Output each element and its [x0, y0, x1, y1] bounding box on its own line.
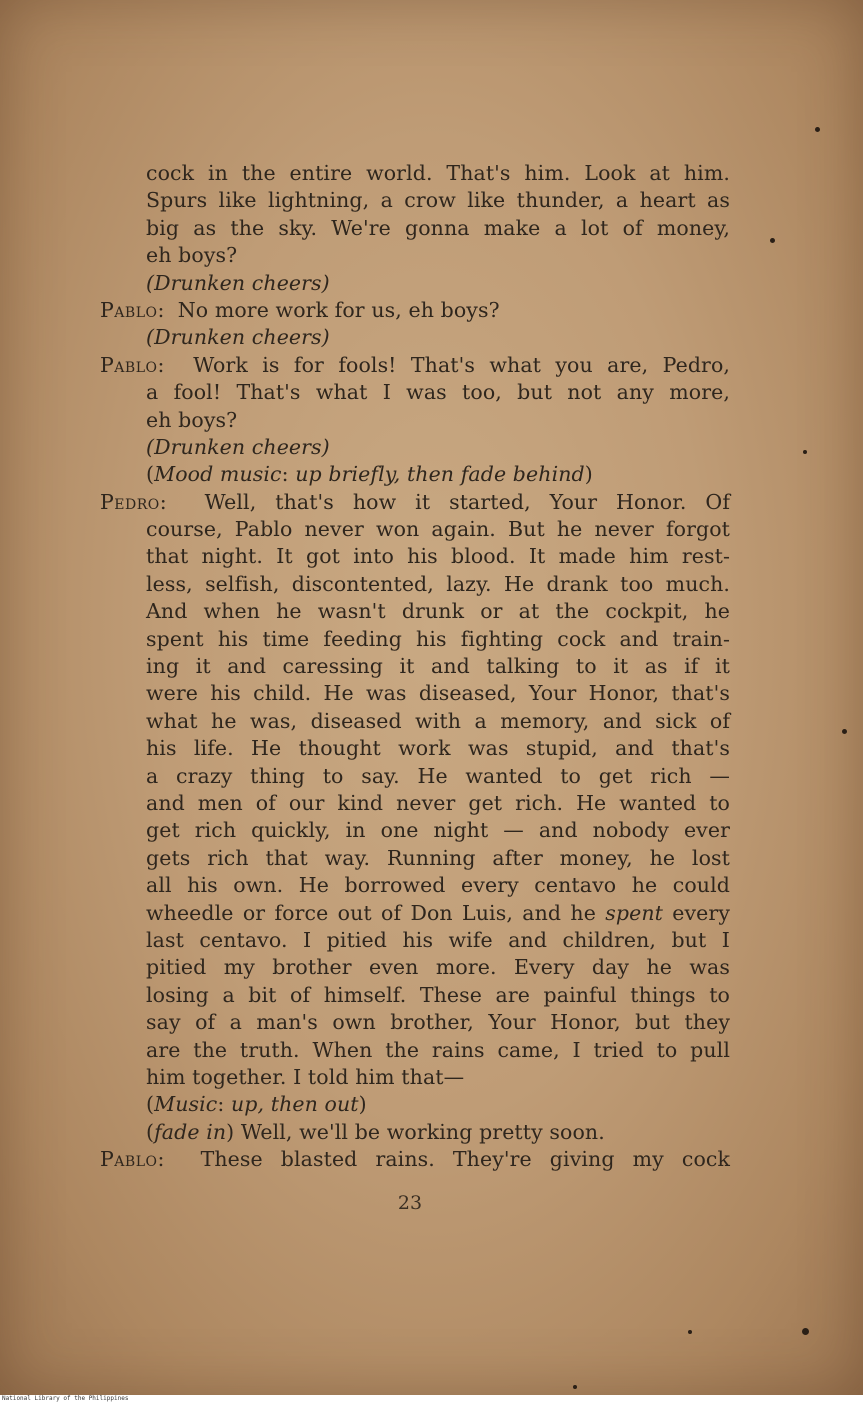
stage-direction: (Music: up, then out): [146, 1092, 367, 1117]
text-line: ing it and caressing it and talking to it as if it: [146, 654, 730, 679]
speaker-name: Pedro: [100, 489, 160, 514]
dialogue-line: Pablo: Work is for fools! That's what you are, Pedro,: [100, 352, 730, 377]
text-line: him together. I told him that—: [146, 1064, 465, 1089]
text-line: and men of our kind never get rich. He wanted to: [146, 790, 730, 815]
text-line: eh boys?: [146, 407, 238, 432]
text-line: wheedle or force out of Don Luis, and he spent every: [146, 900, 730, 925]
text-line: a crazy thing to say. He wanted to get rich —: [146, 763, 730, 788]
speaker-name: Pablo: [100, 1147, 158, 1172]
text-line: course, Pablo never won again. But he never forgot: [146, 517, 730, 542]
text-line: spent his time feeding his fighting cock and train-: [146, 626, 730, 651]
text-line: less, selfish, discontented, lazy. He drank too much.: [146, 571, 730, 596]
text-line: that night. It got into his blood. It made him rest-: [146, 544, 730, 569]
stage-direction: (Drunken cheers): [146, 434, 330, 459]
stage-direction: (Drunken cheers): [146, 270, 330, 295]
text-line: pitied my brother even more. Every day he was: [146, 955, 730, 980]
ink-speck: [688, 1330, 692, 1334]
text-line: were his child. He was diseased, Your Honor, that's: [146, 681, 730, 706]
dialogue-line: Pablo: No more work for us, eh boys?: [100, 297, 500, 322]
stage-direction: (Mood music: up briefly, then fade behind): [146, 462, 593, 487]
text-line: And when he wasn't drunk or at the cockpit, he: [146, 599, 730, 624]
text-line: get rich quickly, in one night — and nobody ever: [146, 818, 730, 843]
dialogue-line: Pedro: Well, that's how it started, Your Honor. Of: [100, 489, 731, 514]
text-line: his life. He thought work was stupid, and that's: [146, 736, 730, 761]
ink-speck: [573, 1385, 577, 1389]
library-credit: National Library of the Philippines: [2, 1395, 129, 1402]
text-line: (fade in) Well, we'll be working pretty soon.: [146, 1119, 605, 1144]
ink-speck: [842, 729, 847, 734]
page-text: [100, 160, 730, 1173]
ink-speck: [802, 1328, 809, 1335]
ink-speck: [803, 450, 807, 454]
text-line: all his own. He borrowed every centavo he could: [146, 873, 730, 898]
stage-direction: (Drunken cheers): [146, 325, 330, 350]
text-line: eh boys?: [146, 243, 238, 268]
text-line: last centavo. I pitied his wife and children, but I: [146, 927, 730, 952]
text-line: what he was, diseased with a memory, and sick of: [146, 708, 730, 733]
text-line: cock in the entire world. That's him. Look at him.: [146, 161, 730, 185]
text-line: say of a man's own brother, Your Honor, but they: [146, 1010, 730, 1035]
speaker-name: Pablo: [100, 352, 158, 377]
ink-speck: [815, 127, 820, 132]
text-line: losing a bit of himself. These are painful things to: [146, 982, 730, 1007]
text-line: are the truth. When the rains came, I tried to pull: [146, 1037, 730, 1062]
text-line: big as the sky. We're gonna make a lot of money,: [146, 215, 730, 240]
page-number: 23: [397, 1192, 423, 1214]
dialogue-line: Pablo: These blasted rains. They're giving my cock: [100, 1147, 730, 1172]
speaker-name: Pablo: [100, 297, 158, 322]
text-line: a fool! That's what I was too, but not any more,: [146, 380, 730, 405]
text-line: Spurs like lightning, a crow like thunder, a heart as: [146, 188, 730, 213]
scan-margin: [0, 1395, 863, 1403]
ink-speck: [770, 238, 775, 243]
text-line: gets rich that way. Running after money, he lost: [146, 845, 730, 870]
